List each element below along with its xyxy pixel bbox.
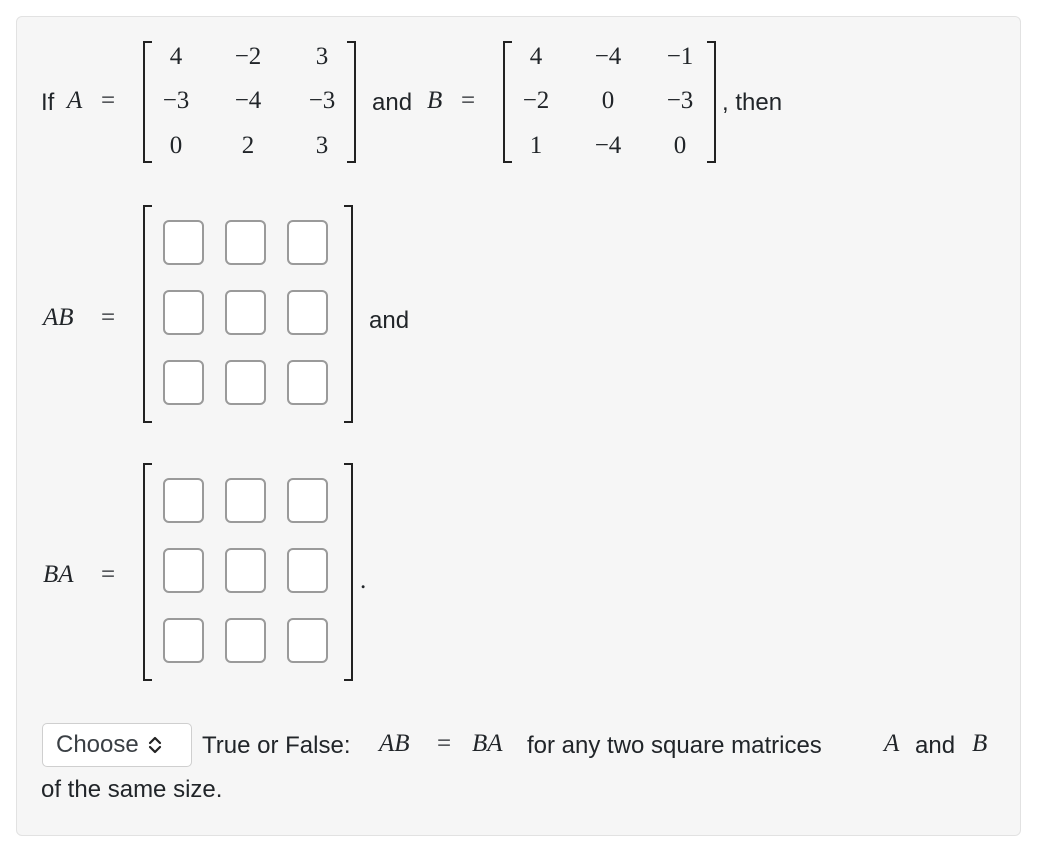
matrix-b — [503, 41, 716, 163]
equals-sign: = — [437, 730, 452, 757]
matrix-b-name: B — [972, 730, 988, 757]
ab-answer-input[interactable] — [287, 360, 328, 405]
matrix-b-cell: −3 — [666, 87, 694, 114]
ba-answer-input[interactable] — [287, 548, 328, 593]
ab-answer-input[interactable] — [163, 220, 204, 265]
lhs-expression: AB — [379, 730, 410, 757]
question-card — [16, 16, 1021, 836]
ab-answer-matrix — [143, 205, 353, 423]
and-text: and — [372, 89, 413, 116]
true-false-prompt: True or False: — [202, 732, 351, 759]
matrix-a-cell: 0 — [169, 132, 183, 159]
ab-answer-input[interactable] — [225, 220, 266, 265]
matrix-b-cell: −4 — [594, 132, 622, 159]
ba-answer-input[interactable] — [287, 478, 328, 523]
ba-answer-matrix — [143, 463, 353, 681]
rhs-expression: BA — [472, 730, 503, 757]
matrix-a-name: A — [884, 730, 900, 757]
select-label: Choose — [56, 731, 139, 758]
and-text: and — [369, 307, 410, 334]
equals-sign: = — [101, 87, 116, 114]
statement-text: for any two square matrices — [527, 732, 822, 759]
ba-answer-input[interactable] — [225, 548, 266, 593]
left-bracket — [143, 463, 152, 681]
matrix-a-cell: −3 — [308, 87, 336, 114]
matrix-b-cell: 0 — [601, 87, 615, 114]
right-bracket — [347, 41, 356, 163]
ab-label: AB — [43, 304, 74, 331]
matrix-b-cell: −4 — [594, 43, 622, 70]
ab-answer-input[interactable] — [225, 360, 266, 405]
intro-text: If — [41, 89, 55, 116]
matrix-a-cell: −4 — [234, 87, 262, 114]
matrix-b-name: B — [427, 87, 443, 114]
ba-answer-input[interactable] — [287, 618, 328, 663]
matrix-b-cell: 1 — [529, 132, 543, 159]
ba-answer-input[interactable] — [225, 618, 266, 663]
ab-answer-input[interactable] — [163, 290, 204, 335]
matrix-b-cell: 4 — [529, 43, 543, 70]
matrix-b-cell: 0 — [673, 132, 687, 159]
matrix-a-cell: 4 — [169, 43, 183, 70]
matrix-a-cell: −3 — [162, 87, 190, 114]
statement-text-continued: of the same size. — [41, 776, 223, 803]
equals-sign: = — [461, 87, 476, 114]
period: . — [360, 567, 367, 594]
matrix-a-cell: 3 — [315, 132, 329, 159]
chevron-up-down-icon — [148, 736, 162, 754]
matrix-a-cell: 2 — [241, 132, 255, 159]
right-bracket — [344, 205, 353, 423]
matrix-b-cell: −1 — [666, 43, 694, 70]
right-bracket — [707, 41, 716, 163]
matrix-a-cell: 3 — [315, 43, 329, 70]
left-bracket — [143, 205, 152, 423]
matrix-a-name: A — [67, 87, 83, 114]
ba-answer-input[interactable] — [163, 618, 204, 663]
ab-answer-input[interactable] — [287, 220, 328, 265]
and-text: and — [915, 732, 956, 759]
ba-answer-input[interactable] — [225, 478, 266, 523]
ab-answer-input[interactable] — [225, 290, 266, 335]
equals-sign: = — [101, 561, 116, 588]
right-bracket — [344, 463, 353, 681]
true-false-select[interactable] — [42, 723, 192, 767]
equals-sign: = — [101, 304, 116, 331]
ab-answer-input[interactable] — [163, 360, 204, 405]
matrix-a — [143, 41, 356, 163]
ba-answer-input[interactable] — [163, 478, 204, 523]
matrix-a-cell: −2 — [234, 43, 262, 70]
then-text: , then — [722, 89, 783, 116]
ba-answer-input[interactable] — [163, 548, 204, 593]
matrix-b-cell: −2 — [522, 87, 550, 114]
ba-label: BA — [43, 561, 74, 588]
ab-answer-input[interactable] — [287, 290, 328, 335]
